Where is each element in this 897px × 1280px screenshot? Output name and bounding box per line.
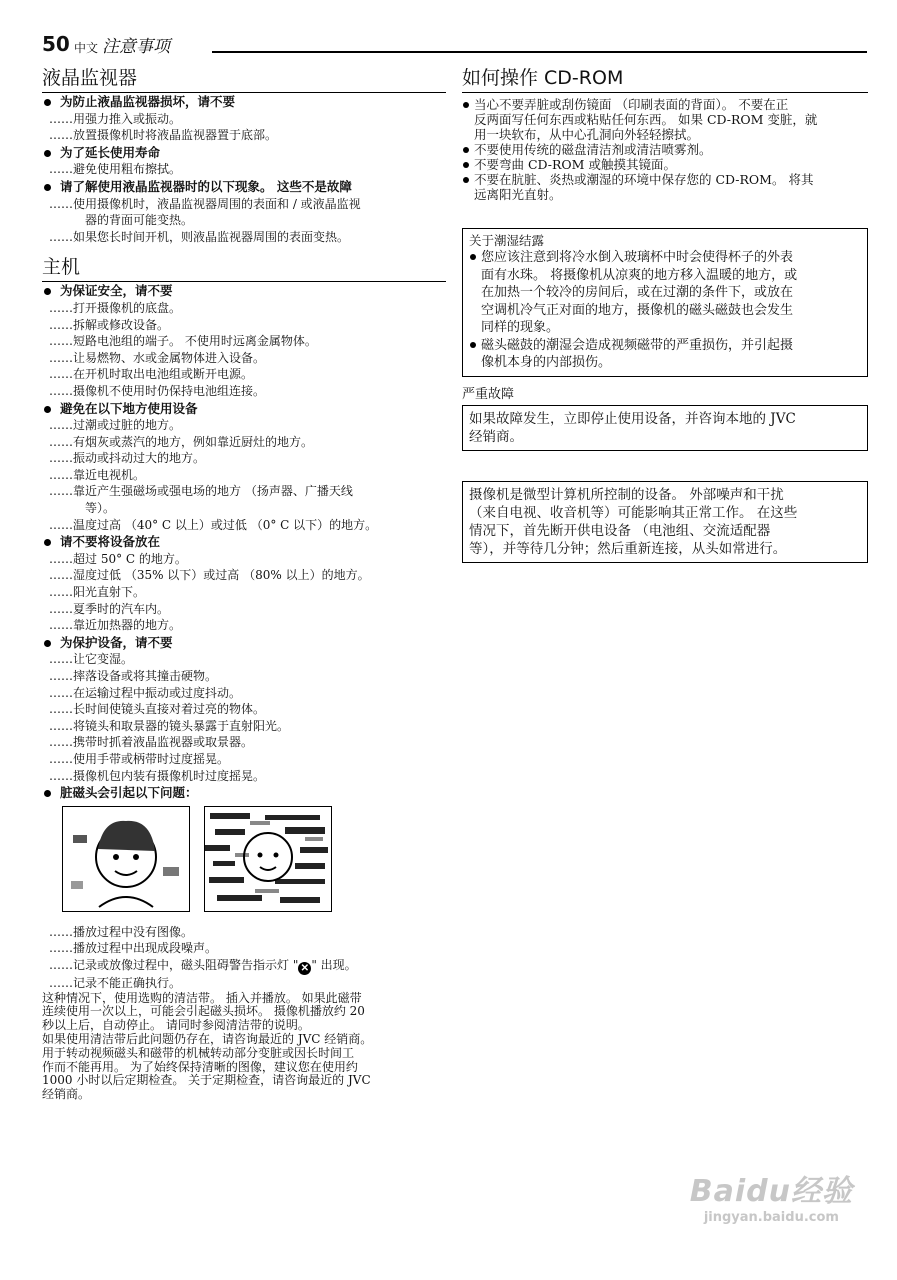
list-item: ……在开机时取出电池组或断开电源。 [49, 367, 254, 382]
lcd-heading: 液晶监视器 [42, 66, 446, 93]
text-line: 面有水珠。 将摄像机从凉爽的地方移入温暖的地方，或 [481, 267, 798, 283]
paragraph-line: 秒以上后，自动停止。 请同时参阅清洁带的说明。 [42, 1018, 310, 1033]
microcomputer-box [462, 481, 868, 563]
main-unit-section [42, 283, 446, 801]
language-label: 中文 [74, 41, 99, 55]
list-item: ……摄像机不使用时仍保持电池组连接。 [49, 383, 266, 398]
list-item: ……阳光直射下。 [49, 585, 146, 600]
condensation-items [469, 249, 861, 372]
lcd-section [42, 94, 446, 245]
list-item: ……靠近电视机。 [49, 467, 146, 482]
list-item: ……短路电池组的端子。 不使用时远离金属物体。 [49, 334, 317, 349]
text-line: 磁头磁鼓的潮湿会造成视频磁带的严重损伤，并引起摄 [481, 337, 794, 353]
list-item: ……靠近加热器的地方。 [49, 618, 182, 633]
list-item: ……使用摄像机时，液晶监视器周围的表面和 / 或液晶监视 [49, 196, 361, 211]
text-line: 不要使用传统的磁盘清洁剂或清洁喷雾剂。 [474, 142, 712, 157]
list-item: ……摄像机包内装有摄像机时过度摇晃。 [49, 768, 266, 783]
bullet-heading: 为了延长使用寿命 [42, 145, 446, 162]
text-line: 空调机冷气正对面的地方，摄像机的磁头磁鼓也会发生 [481, 302, 794, 318]
text-line: 经销商。 [469, 428, 523, 445]
list-item: ……将镜头和取景器的镜头暴露于直射阳光。 [49, 718, 290, 733]
left-column [42, 66, 446, 1102]
paragraph-line: 连续使用一次以上，可能会引起磁头损坏。 摄像机播放约 20 [42, 1004, 365, 1019]
bullet-heading: 避免在以下地方使用设备 [42, 401, 446, 418]
list-item: ……使用手带或柄带时过度摇晃。 [49, 751, 230, 766]
text-line: 反两面写任何东西或粘贴任何东西。 如果 CD-ROM 变脏，就 [474, 112, 818, 127]
warning-line-text-a: ……记录或放像过程中，磁头阻碍警告指示灯 " [49, 957, 299, 972]
bullet-heading: 为保证安全，请不要 [42, 283, 446, 300]
cdrom-heading: 如何操作 CD-ROM [462, 66, 868, 93]
text-line: 不要弯曲 CD-ROM 或触摸其镜面。 [474, 157, 676, 172]
watermark-logo: Baidu经验 [689, 1174, 853, 1209]
header-rule [212, 51, 867, 53]
cdrom-item [462, 142, 868, 157]
warning-indicator-line [42, 957, 446, 975]
list-item: ……避免使用粗布擦拭。 [49, 162, 182, 177]
cdrom-section [462, 97, 868, 202]
dirty-head-problems [42, 924, 446, 957]
text-line: 等），并等待几分钟；然后重新连接，从头如常进行。 [469, 540, 787, 557]
bullet-heading: 脏磁头会引起以下问题： [42, 785, 446, 802]
text-line: 像机本身的内部损伤。 [481, 355, 612, 370]
condensation-item [469, 337, 861, 372]
condensation-title: 关于潮湿结露 [469, 233, 545, 248]
text-line: 同样的现象。 [481, 320, 560, 335]
list-item: ……超过 50° C 的地方。 [49, 551, 187, 566]
microcomputer-text [469, 486, 861, 558]
page-title: 注意事项 [102, 37, 170, 57]
text-line: 用一块软布，从中心孔洞向外轻轻擦拭。 [474, 127, 700, 142]
list-item: ……湿度过低 （35% 以下）或过高 （80% 以上）的地方。 [49, 568, 370, 583]
paragraph-line: 如果使用清洁带后此问题仍存在，请咨询最近的 JVC 经销商。 [42, 1031, 373, 1046]
list-item: ……摔落设备或将其撞击硬物。 [49, 669, 218, 683]
list-item: ……让易燃物、水或金属物体进入设备。 [49, 350, 266, 365]
paragraph-line: 作而不能再用。 为了始终保持清晰的图像，建议您在使用约 [42, 1059, 358, 1074]
cdrom-item [462, 97, 868, 142]
list-item: ……拆解或修改设备。 [49, 317, 170, 332]
condensation-box [462, 228, 868, 377]
watermark [690, 1166, 853, 1225]
text-line: 远离阳光直射。 [474, 187, 562, 202]
list-item: ……温度过高 （40° C 以上）或过低 （0° C 以下）的地方。 [49, 517, 378, 532]
noisy-picture-figure [204, 806, 332, 912]
text-line: 摄像机是微型计算机所控制的设备。 外部噪声和干扰 [469, 486, 784, 503]
cdrom-item [462, 157, 868, 172]
warning-line-text-b: " 出现。 [311, 957, 357, 972]
text-line: 不要在肮脏、炎热或潮湿的环境中保存您的 CD-ROM。 将其 [474, 172, 814, 187]
dirty-head-illustrations [42, 806, 446, 916]
page-header [42, 32, 867, 57]
list-item: ……打开摄像机的底盘。 [49, 300, 182, 315]
watermark-url: jingyan.baidu.com [703, 1210, 839, 1225]
list-item: ……振动或抖动过大的地方。 [49, 451, 206, 466]
list-item: ……放置摄像机时将液晶监视器置于底部。 [49, 128, 278, 143]
malfunction-box [462, 405, 868, 451]
list-item: ……用强力推入或振动。 [49, 111, 182, 126]
list-item: ……如果您长时间开机，则液晶监视器周围的表面变热。 [49, 229, 350, 244]
bullet-heading: 为防止液晶监视器损坏，请不要 [42, 94, 446, 111]
list-item: ……携带时抓着液晶监视器或取景器。 [49, 735, 254, 750]
bullet-heading: 请了解使用液晶监视器时的以下现象。 这些不是故障 [42, 179, 446, 196]
right-column [462, 66, 868, 563]
text-line: 当心不要弄脏或刮伤镜面 （印刷表面的背面）。 不要在正 [474, 97, 789, 112]
list-item: ……有烟灰或蒸汽的地方，例如靠近厨灶的地方。 [49, 434, 314, 449]
list-item: ……在运输过程中振动或过度抖动。 [49, 685, 242, 700]
list-item: ……过潮或过脏的地方。 [49, 418, 182, 433]
list-item: 等）。 [85, 501, 116, 516]
malfunction-text [469, 410, 861, 446]
list-item: ……夏季时的汽车内。 [49, 601, 170, 616]
list-item: ……播放过程中没有图像。 [49, 924, 194, 939]
head-clog-warning-icon: ✕ [298, 962, 311, 975]
condensation-item [469, 249, 861, 337]
text-line: 情况下，首先断开供电设备 （电池组、交流适配器 [469, 522, 771, 539]
text-line: 在加热一个较冷的房间后，或在过潮的条件下，或放在 [481, 285, 794, 300]
paragraph-line: 这种情况下，使用选购的清洁带。 插入并播放。 如果此磁带 [42, 990, 362, 1005]
clean-picture-figure [62, 806, 190, 912]
paragraph-line: 1000 小时以后定期检查。 关于定期检查，请咨询最近的 JVC [42, 1073, 371, 1088]
cleaning-paragraph [42, 992, 446, 1102]
list-item: ……让它变湿。 [49, 652, 134, 667]
last-problem-item: ……记录不能正确执行。 [49, 975, 182, 990]
malfunction-label: 严重故障 [462, 386, 515, 402]
paragraph-line: 经销商。 [42, 1087, 91, 1102]
page-number: 50 [42, 32, 70, 56]
list-item: ……长时间使镜头直接对着过亮的物体。 [49, 702, 266, 717]
list-item: ……靠近产生强磁场或强电场的地方 （扬声器、广播天线 [49, 484, 353, 499]
paragraph-line: 用于转动视频磁头和磁带的机械转动部分变脏或因长时间工 [42, 1045, 355, 1060]
bullet-heading: 为保护设备，请不要 [42, 635, 446, 652]
list-item: 器的背面可能变热。 [85, 213, 194, 228]
text-line: 如果故障发生，立即停止使用设备，并咨询本地的 JVC [469, 410, 796, 427]
list-item: ……播放过程中出现成段噪声。 [49, 941, 218, 956]
cdrom-item [462, 172, 868, 202]
text-line: 您应该注意到将冷水倒入玻璃杯中时会使得杯子的外表 [481, 250, 794, 265]
bullet-heading: 请不要将设备放在 [42, 534, 446, 551]
main-unit-heading: 主机 [42, 255, 446, 282]
text-line: （来自电视、收音机等）可能影响其正常工作。 在这些 [469, 504, 798, 521]
